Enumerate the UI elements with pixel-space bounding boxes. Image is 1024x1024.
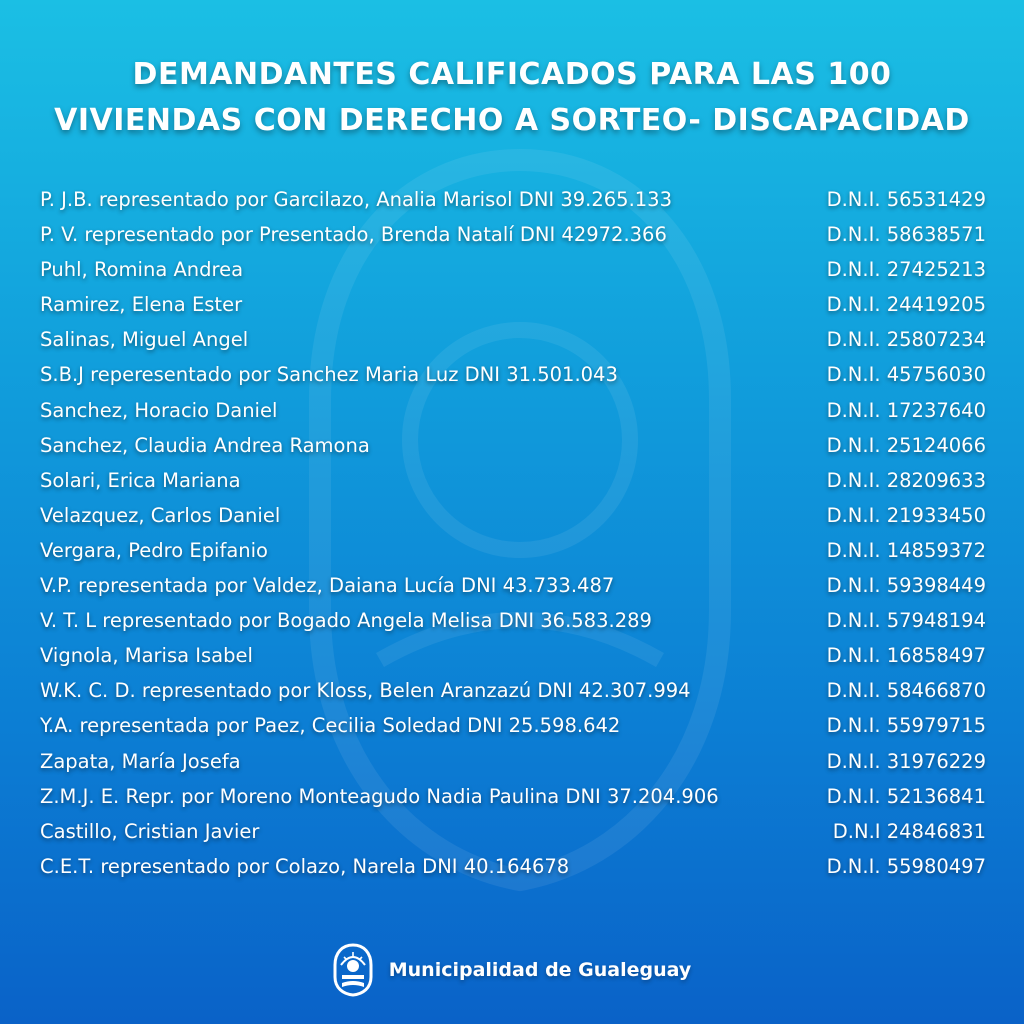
list-item	[40, 217, 986, 252]
applicant-dni: D.N.I. 28209633	[826, 468, 986, 492]
applicant-dni: D.N.I. 58638571	[826, 223, 986, 247]
brand-name: Municipalidad de Gualeguay	[388, 959, 692, 981]
applicant-dni: D.N.I. 31976229	[826, 749, 986, 773]
applicant-name: Ramirez, Elena Ester	[40, 293, 243, 317]
list-item	[40, 357, 986, 392]
applicant-name: Z.M.J. E. Repr. por Moreno Monteagudo Nadia Paulina DNI 37.204.906	[40, 784, 719, 808]
applicant-dni: D.N.I. 27425213	[826, 258, 986, 282]
applicant-dni: D.N.I. 57948194	[826, 609, 986, 633]
page-title	[0, 52, 1024, 144]
applicant-dni: D.N.I. 58466870	[826, 679, 986, 703]
applicant-name: Castillo, Cristian Javier	[40, 819, 260, 843]
applicant-dni: D.N.I. 56531429	[826, 188, 986, 211]
applicant-dni: D.N.I. 21933450	[826, 503, 986, 527]
applicant-dni: D.N.I. 25124066	[826, 433, 986, 457]
list-item	[40, 603, 986, 638]
list-item	[40, 744, 986, 779]
applicant-list	[40, 182, 986, 884]
title-line-1: DEMANDANTES CALIFICADOS PARA LAS 100	[132, 57, 892, 92]
title-line-2: VIVIENDAS CON DERECHO A SORTEO- DISCAPACIDAD	[54, 103, 970, 138]
list-item	[40, 673, 986, 708]
applicant-dni: D.N.I. 59398449	[826, 574, 986, 598]
applicant-dni: D.N.I. 14859372	[826, 538, 986, 562]
list-item	[40, 533, 986, 568]
applicant-name: Vignola, Marisa Isabel	[40, 644, 253, 668]
applicant-name: S.B.J reperesentado por Sanchez Maria Luz DNI 31.501.043	[40, 363, 618, 387]
list-item	[40, 393, 986, 428]
list-item	[40, 428, 986, 463]
footer	[0, 940, 1024, 1000]
applicant-name: Sanchez, Horacio Daniel	[40, 398, 278, 422]
applicant-dni: D.N.I. 17237640	[826, 398, 986, 422]
applicant-name: P. J.B. representado por Garcilazo, Analia Marisol DNI 39.265.133	[40, 188, 672, 211]
applicant-name: P. V. representado por Presentado, Brenda Natalí DNI 42972.366	[40, 223, 667, 247]
applicant-name: W.K. C. D. representado por Kloss, Belen Aranzazú DNI 42.307.994	[40, 679, 691, 703]
applicant-dni: D.N.I. 52136841	[826, 784, 986, 808]
list-item	[40, 463, 986, 498]
list-item	[40, 779, 986, 814]
list-item	[40, 568, 986, 603]
applicant-name: C.E.T. representado por Colazo, Narela DNI 40.164678	[40, 854, 570, 878]
applicant-name: Vergara, Pedro Epifanio	[40, 538, 268, 562]
applicant-dni: D.N.I. 24419205	[826, 293, 986, 317]
list-item	[40, 708, 986, 743]
list-item	[40, 849, 986, 884]
applicant-name: Y.A. representada por Paez, Cecilia Soledad DNI 25.598.642	[40, 714, 621, 738]
municipal-seal-icon	[333, 943, 373, 997]
applicant-dni: D.N.I. 55979715	[826, 714, 986, 738]
applicant-name: V. T. L representado por Bogado Angela Melisa DNI 36.583.289	[40, 609, 652, 633]
list-item	[40, 287, 986, 322]
list-item	[40, 498, 986, 533]
applicant-name: Zapata, María Josefa	[40, 749, 241, 773]
applicant-dni: D.N.I. 55980497	[826, 854, 986, 878]
applicant-dni: D.N.I. 25807234	[826, 328, 986, 352]
list-item	[40, 814, 986, 849]
applicant-name: Solari, Erica Mariana	[40, 468, 241, 492]
list-item	[40, 182, 986, 217]
applicant-name: Sanchez, Claudia Andrea Ramona	[40, 433, 370, 457]
applicant-dni: D.N.I 24846831	[832, 819, 986, 843]
applicant-name: V.P. representada por Valdez, Daiana Lucía DNI 43.733.487	[40, 574, 615, 598]
list-item	[40, 252, 986, 287]
list-item	[40, 322, 986, 357]
applicant-name: Velazquez, Carlos Daniel	[40, 503, 281, 527]
applicant-name: Salinas, Miguel Angel	[40, 328, 249, 352]
applicant-dni: D.N.I. 45756030	[826, 363, 986, 387]
applicant-dni: D.N.I. 16858497	[826, 644, 986, 668]
applicant-name: Puhl, Romina Andrea	[40, 258, 244, 282]
list-item	[40, 638, 986, 673]
